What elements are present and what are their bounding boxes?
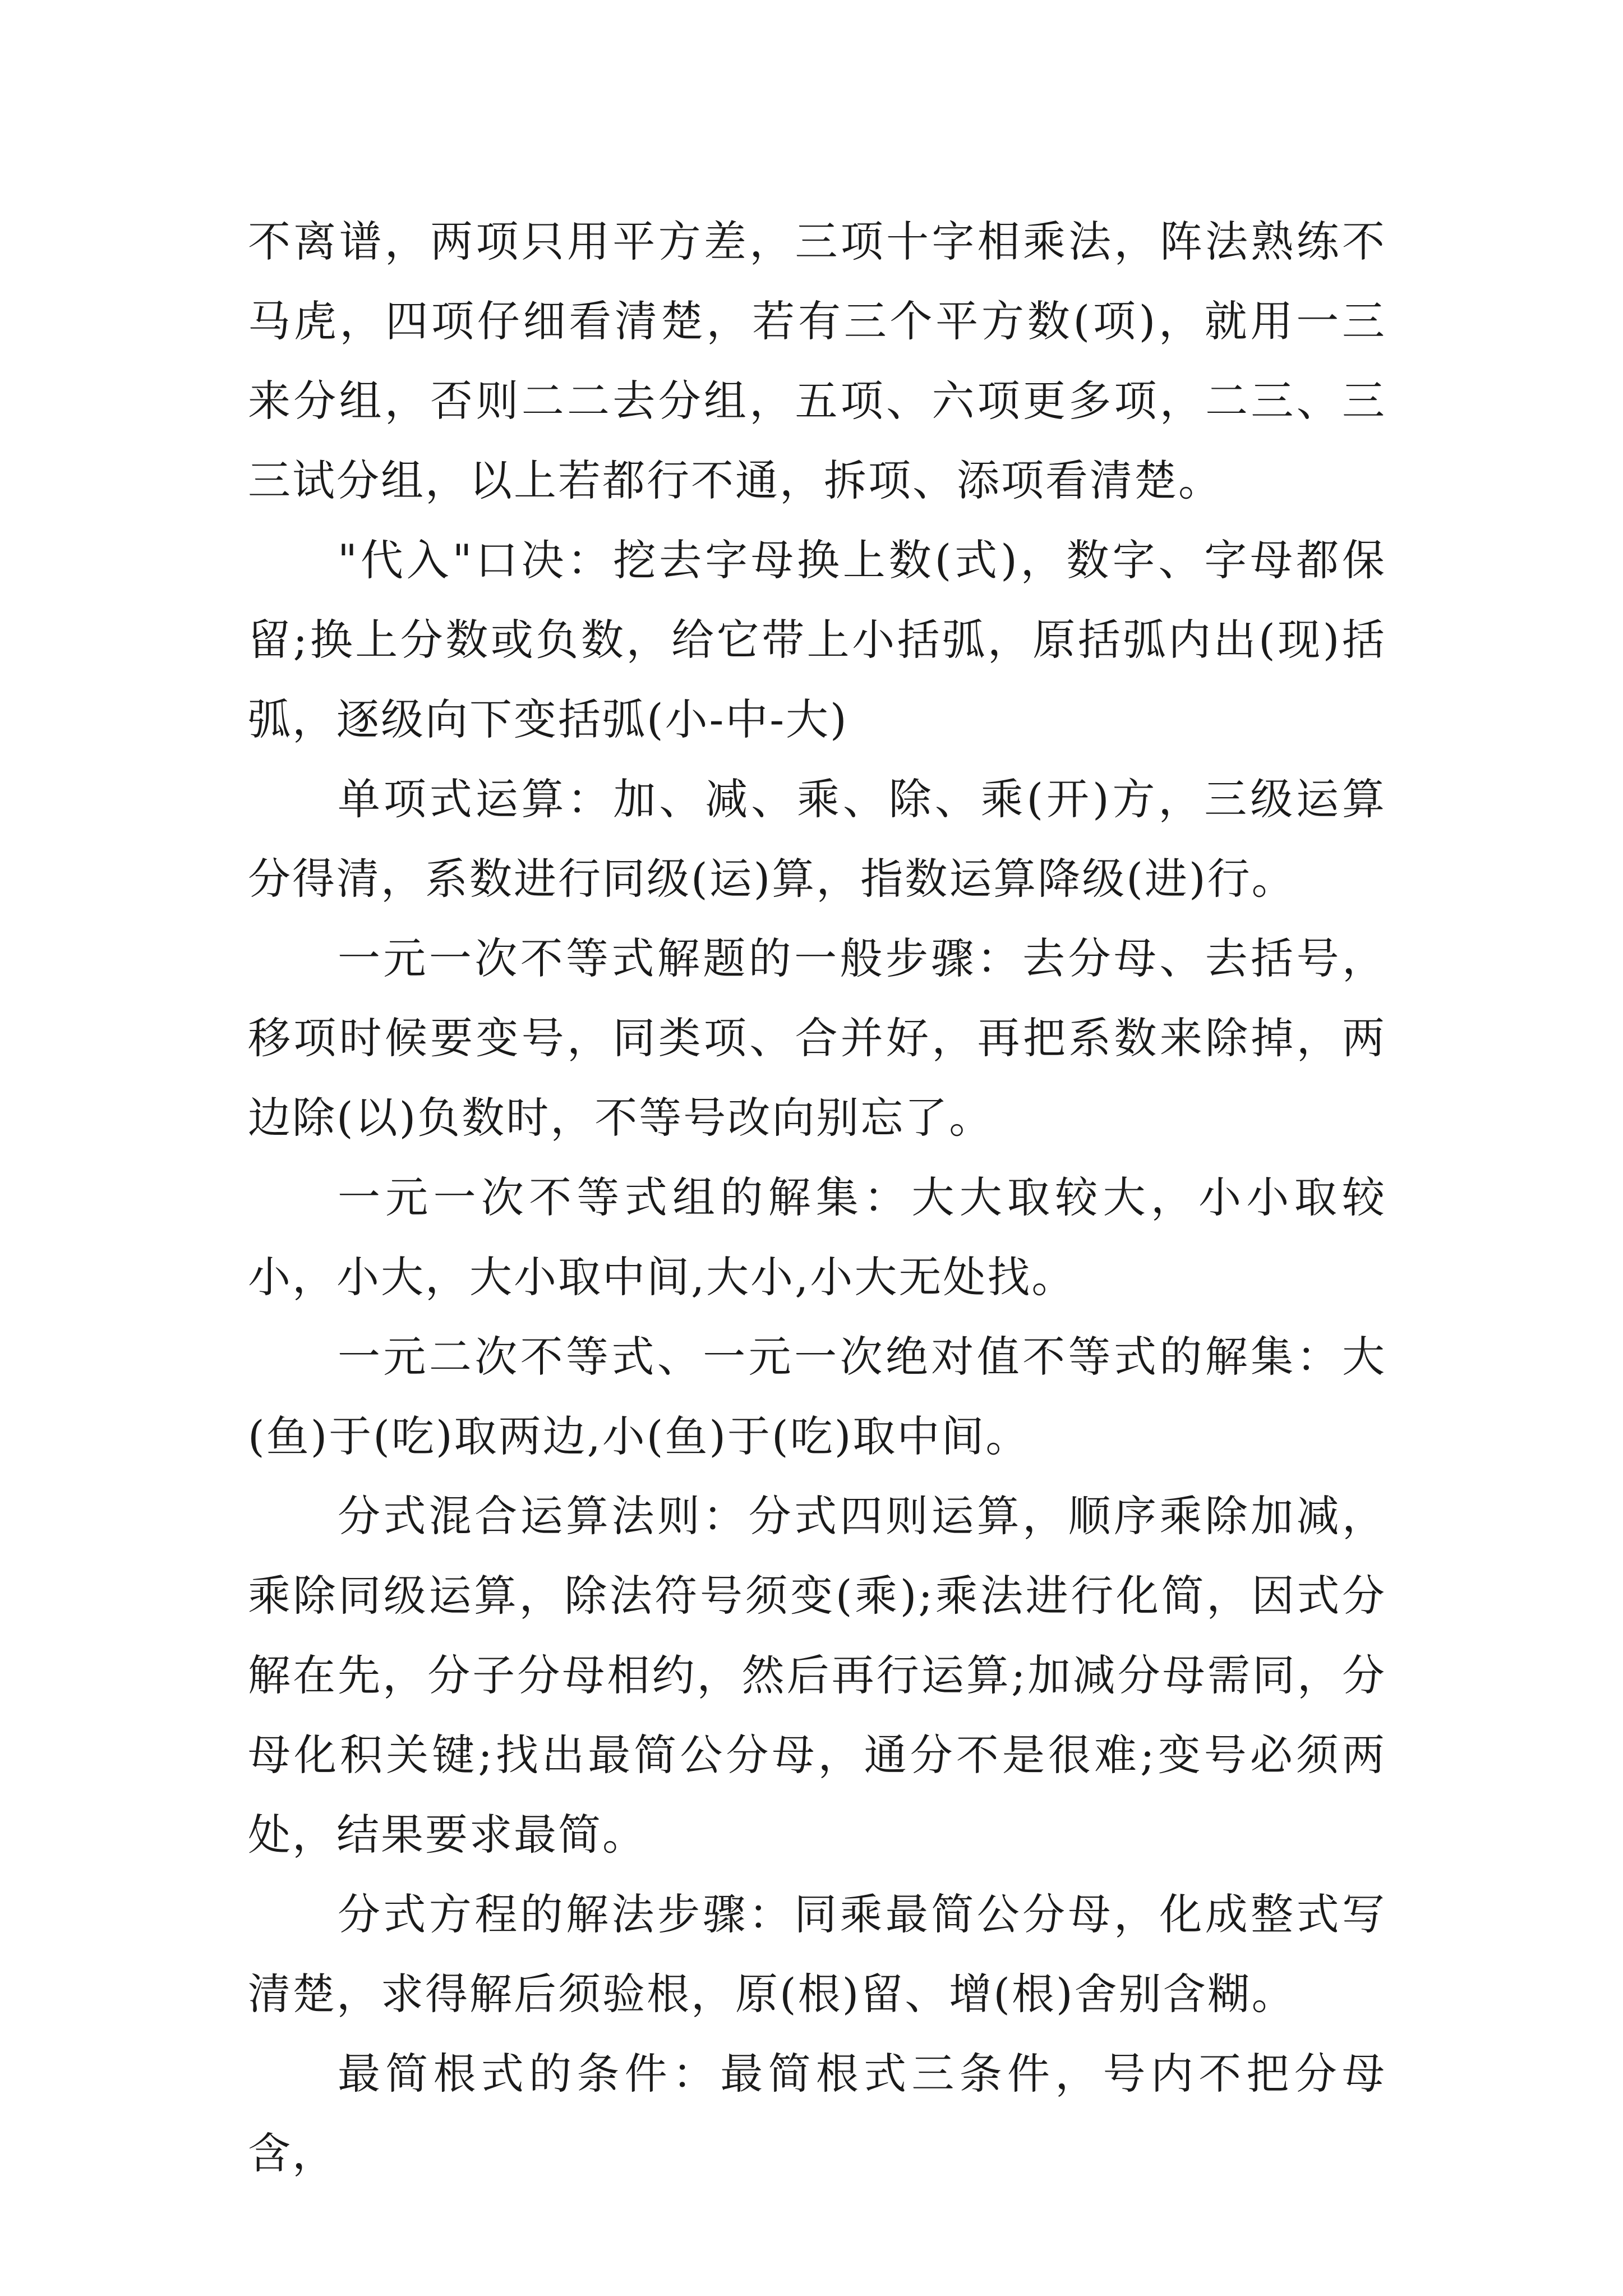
paragraph-fractional-equation-steps: 分式方程的解法步骤：同乘最简公分母，化成整式写清楚，求得解后须验根，原(根)留、增(根)舍别含糊。 (248, 1889, 1386, 2019)
paragraph-monomial-operations: 单项式运算：加、减、乘、除、乘(开)方，三级运算分得清，系数进行同级(运)算，指数运算降级(进)行。 (248, 774, 1386, 904)
document-body (248, 202, 1386, 2193)
paragraph-inequality-system-solution: 一元一次不等式组的解集：大大取较大，小小取较小，小大，大小取中间,大小,小大无处找。 (248, 1172, 1386, 1302)
paragraph-fraction-mixed-operations: 分式混合运算法则：分式四则运算，顺序乘除加减，乘除同级运算，除法符号须变(乘);乘法进行化简，因式分解在先，分子分母相约，然后再行运算;加减分母需同，分母化积关键;找出最简公分母，通分不是很难;变号必须两处，结果要求最简。 (248, 1491, 1386, 1860)
paragraph-quadratic-inequality-solution: 一元二次不等式、一元一次绝对值不等式的解集：大(鱼)于(吃)取两边,小(鱼)于(吃)取中间。 (248, 1332, 1386, 1461)
paragraph-simplest-radical-conditions: 最简根式的条件：最简根式三条件，号内不把分母含， (248, 2049, 1386, 2178)
paragraph-factoring-rhyme: 不离谱，两项只用平方差，三项十字相乘法，阵法熟练不马虎，四项仔细看清楚，若有三个平方数(项)，就用一三来分组，否则二二去分组，五项、六项更多项，二三、三三试分组，以上若都行不通，拆项、添项看清楚。 (248, 217, 1386, 505)
paragraph-linear-inequality-steps: 一元一次不等式解题的一般步骤：去分母、去括号，移项时候要变号，同类项、合并好，再把系数来除掉，两边除(以)负数时，不等号改向别忘了。 (248, 933, 1386, 1143)
paragraph-substitution-rhyme: "代入"口决：挖去字母换上数(式)，数字、字母都保留;换上分数或负数，给它带上小括弧，原括弧内出(现)括弧，逐级向下变括弧(小-中-大) (248, 535, 1386, 744)
